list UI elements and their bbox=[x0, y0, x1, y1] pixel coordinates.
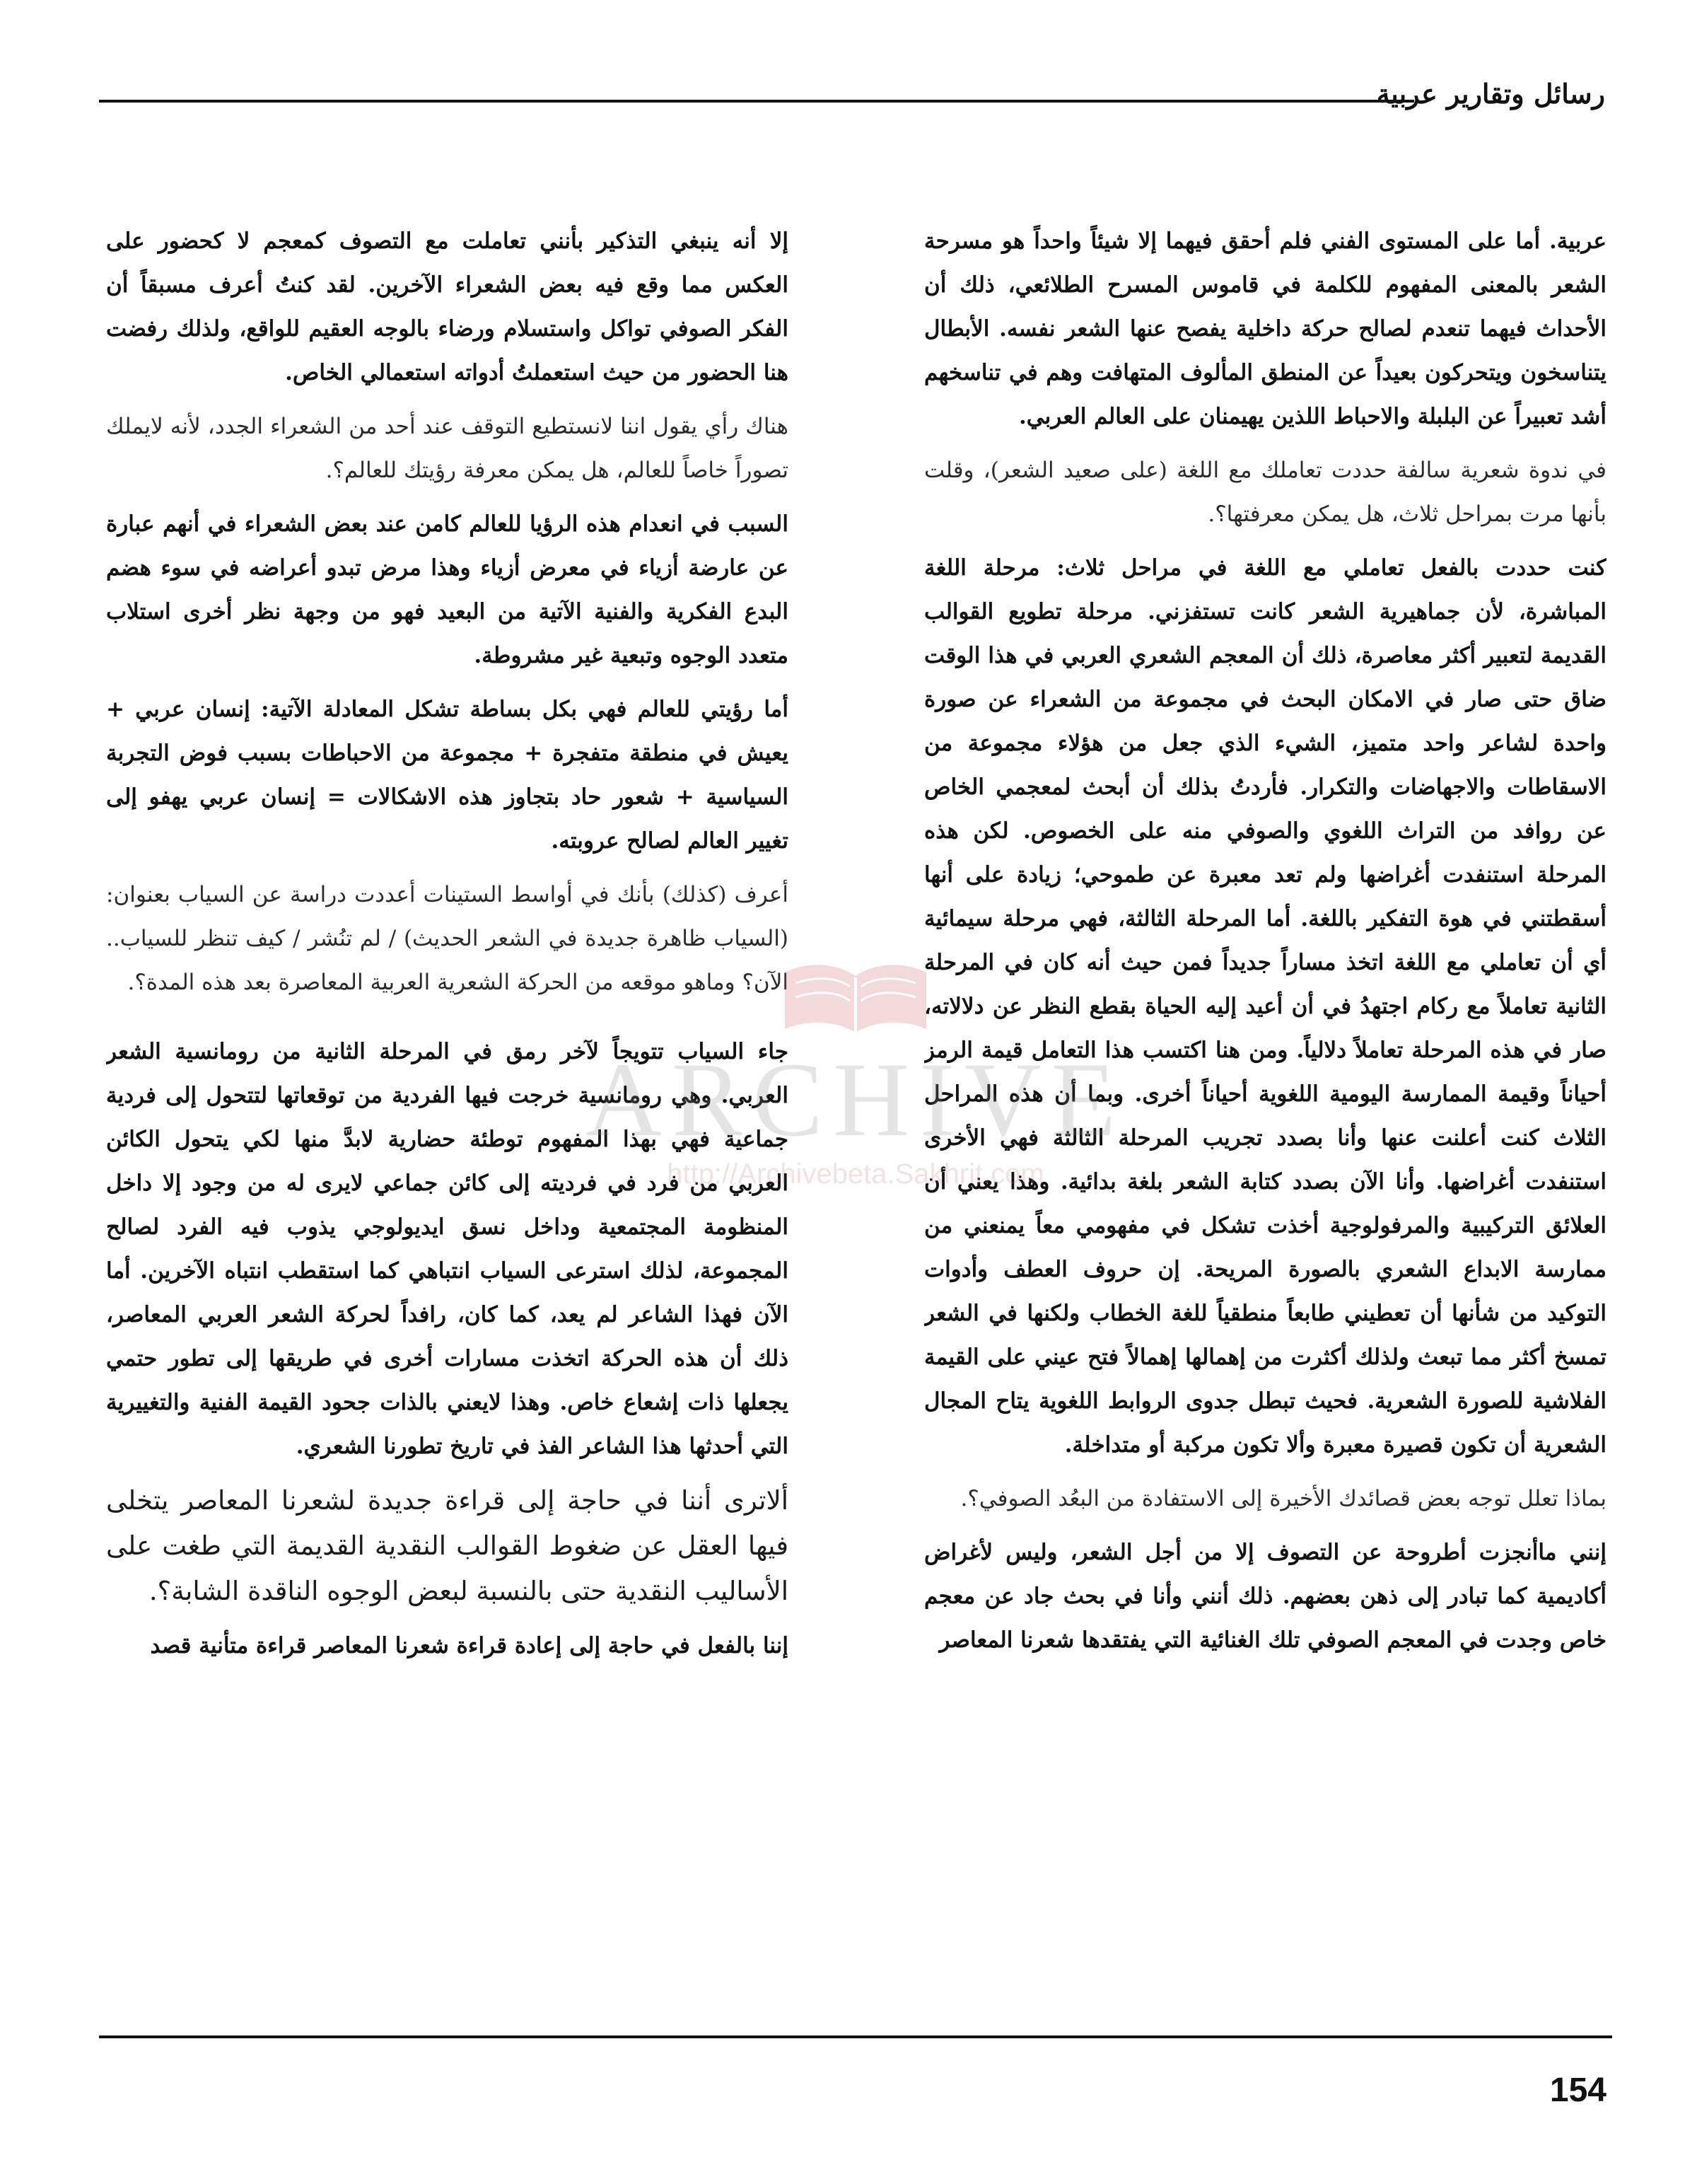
paragraph-answer-sayyab: جاء السياب تتويجاً لآخر رمق في المرحلة الثانية من رومانسية الشعر العربي. وهي رومانسية خرجت فيها الفردية من توقعاتها لتتحول إلى فردية جماعية فهي بهذا المفهوم توطئة حضارية لابدَّ منها لكي يتحول الكائن العربي من فرد في فرديته إلى كائن جماعي لايرى له من وجود إلا داخل المنظومة المجتمعية وداخل نسق ايديولوجي يذوب فيه الفرد لصالح المجموعة، لذلك استرعى السياب انتباهي كما استقطب انتباه الآخرين. أما الآن فهذا الشاعر لم يعد، كما كان، رافداً لحركة الشعر العربي المعاصر، ذلك أن هذه الحركة اتخذت مسارات أخرى في طريقها إلى تطور حتمي يجعلها ذات إشعاع خاص. وهذا لايعني بالذات جحود القيمة الفنية والتغييرية التي أحدثها هذا الشاعر الفذ في تاريخ تطورنا الشعري. bbox=[106, 1039, 788, 1459]
watermark-url: http://Archivebeta.Sakhrit.com bbox=[667, 1158, 1044, 1190]
footer-rule bbox=[99, 2035, 1612, 2038]
watermark-word: ARCHIVE bbox=[585, 1041, 1126, 1158]
paragraph-question-new-reading: ألاترى أننا في حاجة إلى قراءة جديدة لشعرنا المعاصر يتخلى فيها العقل عن ضغوط القوالب النقدية القديمة التي طغت على الأساليب النقدية حتى بالنسبة لبعض الوجوه الناقدة الشابة؟. bbox=[106, 1485, 788, 1606]
page-number: 154 bbox=[1549, 2072, 1606, 2109]
header-rule bbox=[99, 100, 1414, 103]
section-title: رسائل وتقارير عربية bbox=[1376, 78, 1605, 110]
page-header bbox=[99, 74, 1605, 117]
open-book-icon bbox=[778, 955, 933, 1040]
paragraph-question-worldview: هناك رأي يقول اننا لانستطيع التوقف عند أحد من الشعراء الجدد، لأنه لايملك تصوراً خاصاً للعالم، هل يمكن معرفة رؤيتك للعالم؟. bbox=[106, 414, 788, 483]
paragraph-answer-worldview: السبب في انعدام هذه الرؤيا للعالم كامن عند بعض الشعراء في أنهم عبارة عن عارضة أزياء في معرض أزياء وهذا مرض تبدو أعراضه في سوء هضم البدع الفكرية والفنية الآتية من البعيد فهو من وجهة نظر أخرى استلاب متعدد الوجوه وتبعية غير مشروطة. bbox=[106, 511, 788, 668]
paragraph-answer-sufi: إنني ماأنجزت أطروحة عن التصوف إلا من أجل الشعر، وليس لأغراض أكاديمية كما تبادر إلى ذهن بعضهم. ذلك أنني وأنا في بحث جاد عن معجم خاص وجدت في المعجم الصوفي تلك الغنائية التي يفتقدها شعرنا المعاصر bbox=[924, 1540, 1606, 1653]
paragraph-answer-new-reading: إننا بالفعل في حاجة إلى إعادة قراءة شعرنا المعاصر قراءة متأنية قصد bbox=[150, 1633, 788, 1659]
paragraph-worldview-equation: أما رؤيتي للعالم فهي بكل بساطة تشكل المعادلة الآتية: إنسان عربي + يعيش في منطقة متفجرة + مجموعة من الاحباطات بسبب فوض التجربة السياسية + شعور حاد بتجاوز هذه الاشكالات = إنسان عربي يهفو إلى تغيير العالم لصالح عروبته. bbox=[106, 697, 788, 854]
right-column bbox=[924, 219, 1606, 2002]
paragraph-answer-sufi-continued: إلا أنه ينبغي التذكير بأنني تعاملت مع التصوف كمعجم لا كحضور على العكس مما وقع فيه بعض الشعراء الآخرين. لقد كنتُ أعرف مسبقاً أن الفكر الصوفي تواكل واستسلام ورضاء بالوجه العقيم للواقع، ولذلك رفضت هنا الحضور من حيث استعملتُ أدواته استعمالي الخاص. bbox=[106, 228, 788, 385]
paragraph-question-sufi: بماذا تعلل توجه بعض قصائدك الأخيرة إلى الاستفادة من البعُد الصوفي؟. bbox=[960, 1486, 1606, 1511]
paragraph-question-sayyab: أعرف (كذلك) بأنك في أواسط الستينات أعددت دراسة عن السياب بعنوان: (السياب ظاهرة جديدة في الشعر الحديث) / لم تنُشر / كيف تنظر للسياب.. الآن؟ وماهو موقعه من الحركة الشعرية العربية المعاصرة بعد هذه المدة؟. bbox=[106, 882, 788, 995]
paragraph-answer-intro: عربية. أما على المستوى الفني فلم أحقق فيهما إلا شيئاً واحداً هو مسرحة الشعر بالمعنى المفهوم للكلمة في قاموس المسرح الطلائعي، ذلك أن الأحداث فيهما تنعدم لصالح حركة داخلية يفصح عنها الشعر نفسه. الأبطال يتناسخون ويتحركون بعيداً عن المنطق المألوف المتهافت وهم في تناسخهم أشد تعبيراً عن البلبلة والاحباط اللذين يهيمنان على العالم العربي. bbox=[924, 228, 1606, 429]
paragraph-question-language: في ندوة شعرية سالفة حددت تعاملك مع اللغة (على صعيد الشعر)، وقلت بأنها مرت بمراحل ثلاث، هل يمكن معرفتها؟. bbox=[924, 458, 1606, 527]
left-column bbox=[106, 219, 788, 2002]
paragraph-answer-language: كنت حددت بالفعل تعاملي مع اللغة في مراحل ثلاث: مرحلة اللغة المباشرة، لأن جماهيرية الشعر كانت تستفزني. مرحلة تطويع القوالب القديمة لتعبير أكثر معاصرة، ذلك أن المعجم الشعري العربي في هذا الوقت ضاق حتى صار في الامكان البحث في مجموعة من الشعراء عن صورة واحدة لشاعر واحد متميز، الشيء الذي جعل من هؤلاء مجموعة من الاسقاطات والاجهاضات والتكرار. فأردتُ بذلك أن أبحث لمعجمي الخاص عن روافد من التراث اللغوي والصوفي منه على الخصوص. لكن هذه المرحلة استنفدت أغراضها ولم تعد معبرة عن طموحي؛ زيادة على أنها أسقطتني في هوة التفكير باللغة. أما المرحلة الثالثة، فهي مرحلة سيمائية أي أن تعاملي مع اللغة اتخذ مساراً جديداً فمن حيث أنه كان في المرحلة الثانية تعاملاً مع ركام اجتهدُ في أن أعيد إليه الحياة بقطع النظر عن دلالاته، صار في هذه المرحلة تعاملاً دلالياً. ومن هنا اكتسب هذا التعامل قيمة الرمز أحياناً وقيمة الممارسة اليومية اللغوية أحياناً أخرى. وبما أن هذه المراحل الثلاث كنت أعلنت عنها وأنا بصدد تجريب المرحلة الثالثة فهي الأخرى استنفدت أغراضها. وأنا الآن بصدد كتابة الشعر بلغة بدائية. وهذا يعني أن العلائق التركيبية والمرفولوجية أخذت تشكل في مفهومي معاً يمنعني من ممارسة الابداع الشعري بالصورة المريحة. إن حروف العطف وأدوات التوكيد من شأنها أن تعطيني طابعاً منطقياً للغة الخطاب ولكنها في الشعر تمسخ أكثر مما تبعث ولذلك أكثرت من إهمالها إهمالاً فتح عيني على القيمة الفلاشية للصورة الشعرية. فحيث تبطل جدوى الروابط اللغوية يتاح المجال الشعرية أن تكون قصيرة معبرة وألا تكون مركبة أو متداخلة. bbox=[924, 555, 1606, 1458]
